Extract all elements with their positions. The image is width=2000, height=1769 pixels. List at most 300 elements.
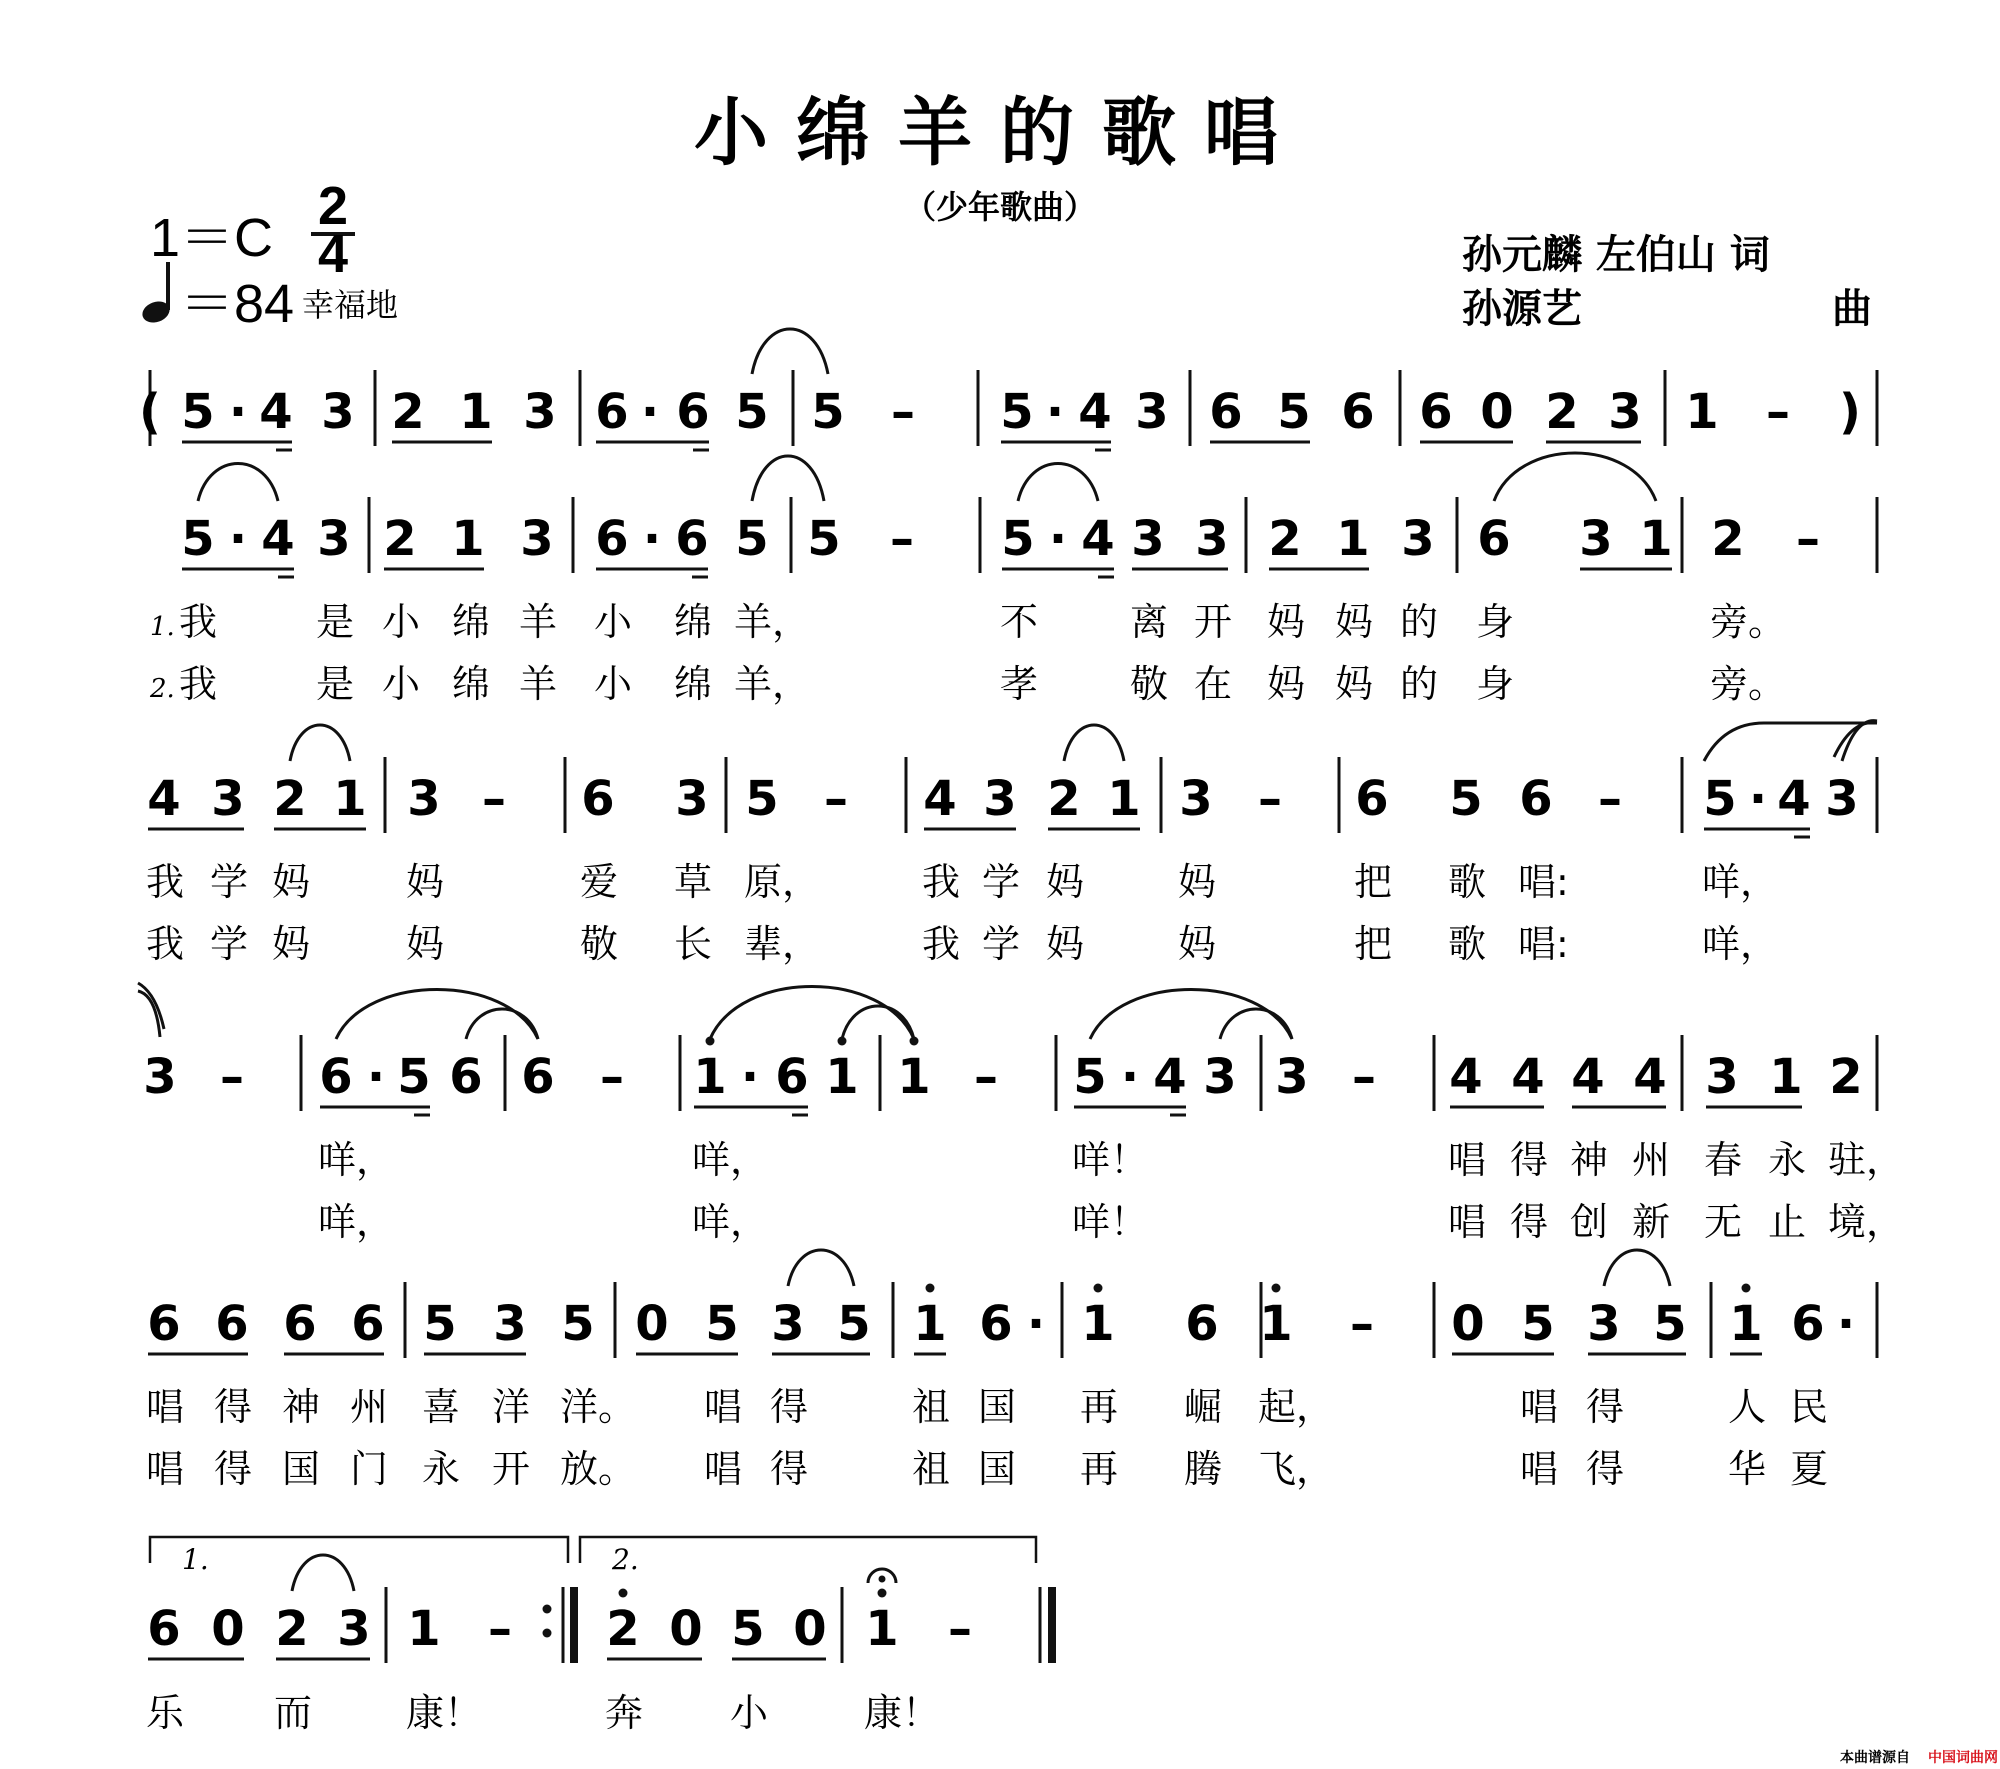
note: 3 <box>211 771 245 827</box>
lyric-syllable: 妈 <box>1267 662 1306 706</box>
lyric-syllable: 绵 <box>452 600 491 644</box>
volta-bracket <box>150 1537 568 1563</box>
lyric-syllable: 把 <box>1354 922 1393 966</box>
note: 5 <box>1001 511 1035 567</box>
note: 5 <box>561 1296 595 1352</box>
note: 2 <box>1268 511 1302 567</box>
slur <box>1064 725 1124 761</box>
verse-number: 1. <box>150 612 175 642</box>
lyric-syllable: 旁。 <box>1710 662 1787 706</box>
note: 5 <box>731 1601 765 1657</box>
note: 0 <box>1480 384 1514 440</box>
lyric-syllable: 是 <box>316 600 355 644</box>
note: 1 <box>1685 384 1719 440</box>
dotted-rhythm: · <box>740 1049 760 1105</box>
lyric-syllable: 小 <box>594 600 633 644</box>
note: 3 <box>1275 1049 1309 1105</box>
note: 3 <box>407 771 441 827</box>
lyric-syllable: 唱 <box>146 1385 185 1429</box>
lyric-syllable: 开 <box>492 1447 531 1491</box>
dotted-rhythm: · <box>1026 1296 1046 1352</box>
lyric-syllable: 妈 <box>406 860 445 904</box>
note: 0 <box>793 1601 827 1657</box>
note: 6 <box>581 771 615 827</box>
lyric-syllable: 人 <box>1728 1385 1767 1429</box>
lyric-syllable: 起， <box>1258 1385 1335 1429</box>
note: 2 <box>391 384 425 440</box>
note: 6 <box>1791 1296 1825 1352</box>
note-dash: – <box>482 771 506 827</box>
lyric-syllable: 唱 <box>1448 1200 1487 1244</box>
lyric-syllable: 在 <box>1194 662 1233 706</box>
note: 3 <box>1608 384 1642 440</box>
lyric-syllable: 喜 <box>422 1385 461 1429</box>
lyric-syllable: 创 <box>1570 1200 1609 1244</box>
lyric-syllable: 学 <box>210 860 249 904</box>
note: 1 <box>459 384 493 440</box>
composer-role: 曲 <box>1832 286 1872 332</box>
note: 5 <box>397 1049 431 1105</box>
lyric-syllable: 敬 <box>580 922 619 966</box>
lyric-syllable: 小 <box>382 600 421 644</box>
note: 6 <box>351 1296 385 1352</box>
note: 1 <box>1729 1296 1763 1352</box>
score-line-2 <box>149 453 1877 706</box>
note: 5 <box>181 384 215 440</box>
slur <box>752 456 824 501</box>
lyric-syllable: 妈 <box>1046 922 1085 966</box>
lyric-syllable: 唱 <box>1448 1138 1487 1182</box>
note: 6 <box>521 1049 555 1105</box>
lyric-syllable: 绵 <box>674 662 713 706</box>
note: 5 <box>811 384 845 440</box>
note: 1 <box>451 511 485 567</box>
dotted-rhythm: · <box>1836 1296 1856 1352</box>
lyric-syllable: 祖 <box>912 1385 951 1429</box>
note: 2 <box>383 511 417 567</box>
note: 2 <box>275 1601 309 1657</box>
note: 5 <box>735 384 769 440</box>
lyric-syllable: 崛 <box>1184 1385 1223 1429</box>
note: 6 <box>1341 384 1375 440</box>
note: 6 <box>215 1296 249 1352</box>
lyric-syllable: 民 <box>1790 1385 1829 1429</box>
octave-dot-high <box>1742 1284 1751 1293</box>
lyric-syllable: 学 <box>982 860 1021 904</box>
lyric-syllable: 飞， <box>1258 1447 1335 1491</box>
subtitle: （少年歌曲） <box>903 188 1097 226</box>
note: 4 <box>1511 1049 1545 1105</box>
dotted-rhythm: · <box>228 384 248 440</box>
note: 3 <box>1203 1049 1237 1105</box>
note: 1 <box>693 1049 727 1105</box>
dotted-rhythm: · <box>1048 511 1068 567</box>
tempo: ＝84 <box>180 274 295 334</box>
lyric-syllable: 歌 <box>1448 922 1487 966</box>
note: 2 <box>1545 384 1579 440</box>
lyric-syllable: 州 <box>350 1385 389 1429</box>
slur <box>1604 1250 1670 1286</box>
note: 3 <box>337 1601 371 1657</box>
lyric-syllable: 唱 <box>704 1447 743 1491</box>
note: 6 <box>1477 511 1511 567</box>
lyric-syllable: 咩， <box>1702 860 1779 904</box>
note: 1 <box>825 1049 859 1105</box>
note-dash: – <box>1350 1296 1374 1352</box>
note: 1 <box>1336 511 1370 567</box>
lyric-syllable: 妈 <box>1335 662 1374 706</box>
note: 3 <box>317 511 351 567</box>
lyric-syllable: 歌 <box>1448 860 1487 904</box>
lyric-syllable: 无 <box>1704 1200 1743 1244</box>
octave-dot-high <box>926 1284 935 1293</box>
time-signature-bottom: 4 <box>317 224 349 284</box>
note: 1 <box>1639 511 1673 567</box>
note: 3 <box>1195 511 1229 567</box>
note: 1 <box>1769 1049 1803 1105</box>
note: 6 <box>449 1049 483 1105</box>
score-line-4 <box>138 983 1904 1244</box>
tie-from-previous <box>138 983 164 1029</box>
lyric-syllable: 得 <box>1510 1200 1549 1244</box>
lyric-syllable: 放。 <box>560 1447 637 1491</box>
lyric-syllable: 境， <box>1828 1200 1905 1244</box>
note: 4 <box>1081 511 1115 567</box>
slur <box>292 1555 354 1591</box>
note: 5 <box>423 1296 457 1352</box>
note: 3 <box>321 384 355 440</box>
source-site: 中国词曲网 <box>1928 1750 1998 1766</box>
note: 2 <box>606 1601 640 1657</box>
note: 6 <box>1419 384 1453 440</box>
note: 3 <box>1401 511 1435 567</box>
note-dash: – <box>220 1049 244 1105</box>
lyric-syllable: 咩， <box>318 1200 395 1244</box>
note: 5 <box>837 1296 871 1352</box>
note: 0 <box>669 1601 703 1657</box>
dotted-rhythm: · <box>228 511 248 567</box>
note-dash: – <box>488 1601 512 1657</box>
header <box>139 90 1872 334</box>
note: 5 <box>181 511 215 567</box>
slur <box>336 990 538 1040</box>
note: 4 <box>923 771 957 827</box>
lyric-syllable: 奔 <box>605 1691 644 1735</box>
lyric-syllable: 唱: <box>1518 922 1569 966</box>
lyric-syllable: 妈 <box>1267 600 1306 644</box>
note: 4 <box>259 384 293 440</box>
note: 5 <box>735 511 769 567</box>
note: 5 <box>705 1296 739 1352</box>
page-title: 小绵羊的歌唱 <box>694 90 1306 176</box>
tie-continued <box>1834 723 1877 757</box>
note-dash: – <box>974 1049 998 1105</box>
lyric-syllable: 得 <box>214 1385 253 1429</box>
note: 6 <box>1185 1296 1219 1352</box>
lyric-syllable: 咩， <box>1702 922 1779 966</box>
note: 5 <box>1000 384 1034 440</box>
time-signature-top: 2 <box>317 176 349 236</box>
lyric-syllable: 我 <box>922 922 961 966</box>
lyric-syllable: 咩， <box>692 1200 769 1244</box>
lyricist-credit: 孙元麟 左伯山 词 <box>1462 232 1770 278</box>
lyric-syllable: 永 <box>1768 1138 1807 1182</box>
lyric-syllable: 得 <box>1586 1447 1625 1491</box>
lyric-syllable: 得 <box>770 1385 809 1429</box>
note: 2 <box>1047 771 1081 827</box>
note: 6 <box>1209 384 1243 440</box>
dotted-rhythm: · <box>366 1049 386 1105</box>
lyric-syllable: 国 <box>978 1385 1017 1429</box>
note: 0 <box>1451 1296 1485 1352</box>
lyric-syllable: 羊， <box>734 600 811 644</box>
note: ) <box>1839 384 1861 440</box>
lyric-syllable: 神 <box>282 1385 321 1429</box>
lyric-syllable: 我 <box>146 860 185 904</box>
note-dash: – <box>1766 384 1790 440</box>
lyric-syllable: 再 <box>1080 1447 1119 1491</box>
note: 5 <box>1703 771 1737 827</box>
score-line-5 <box>146 1250 1877 1491</box>
lyric-syllable: 春 <box>1704 1138 1743 1182</box>
note-dash: – <box>600 1049 624 1105</box>
lyric-syllable: 国 <box>978 1447 1017 1491</box>
note: 3 <box>1579 511 1613 567</box>
note: 3 <box>1179 771 1213 827</box>
lyric-syllable: 止 <box>1768 1200 1807 1244</box>
lyric-syllable: 华 <box>1728 1447 1767 1491</box>
lyric-syllable: 羊， <box>734 662 811 706</box>
octave-dot-high <box>619 1589 628 1598</box>
note: 1 <box>407 1601 441 1657</box>
note: 2 <box>273 771 307 827</box>
lyric-syllable: 羊 <box>519 600 558 644</box>
lyric-syllable: 夏 <box>1790 1447 1829 1491</box>
lyric-syllable: 身 <box>1476 600 1515 644</box>
score-line-6 <box>146 1537 1052 1735</box>
note: 4 <box>1449 1049 1483 1105</box>
lyric-syllable: 小 <box>594 662 633 706</box>
lyric-syllable: 辈， <box>744 922 821 966</box>
lyric-syllable: 我 <box>179 600 218 644</box>
note: 2 <box>1829 1049 1863 1105</box>
note: 5 <box>807 511 841 567</box>
lyric-syllable: 妈 <box>406 922 445 966</box>
note: 6 <box>595 511 629 567</box>
lyric-syllable: 的 <box>1400 600 1439 644</box>
fermata-dot <box>879 1576 886 1583</box>
note: 3 <box>1705 1049 1739 1105</box>
lyric-syllable: 唱 <box>146 1447 185 1491</box>
lyric-syllable: 是 <box>316 662 355 706</box>
slur <box>1494 453 1656 501</box>
slur <box>752 329 828 374</box>
note: 6 <box>979 1296 1013 1352</box>
note: 1 <box>1081 1296 1115 1352</box>
lyric-syllable: 得 <box>1586 1385 1625 1429</box>
octave-dot-high <box>1272 1284 1281 1293</box>
score-line-1 <box>139 329 1877 450</box>
octave-dot-high <box>878 1589 887 1598</box>
octave-dot-high <box>1094 1284 1103 1293</box>
verse-number: 2. <box>150 674 175 704</box>
note: 0 <box>211 1601 245 1657</box>
note: 6 <box>675 511 709 567</box>
lyric-syllable: 妈 <box>1046 860 1085 904</box>
lyric-syllable: 新 <box>1632 1200 1671 1244</box>
lyric-syllable: 长 <box>674 922 713 966</box>
lyric-syllable: 腾 <box>1184 1447 1223 1491</box>
note-dash: – <box>1258 771 1282 827</box>
note: 1 <box>913 1296 947 1352</box>
note: 3 <box>523 384 557 440</box>
lyric-syllable: 妈 <box>1178 922 1217 966</box>
lyric-syllable: 我 <box>146 922 185 966</box>
dotted-rhythm: · <box>1120 1049 1140 1105</box>
lyric-syllable: 康！ <box>406 1691 483 1735</box>
note-dash: – <box>890 511 914 567</box>
note: 5 <box>745 771 779 827</box>
lyric-syllable: 祖 <box>912 1447 951 1491</box>
lyric-syllable: 洋。 <box>560 1385 637 1429</box>
note: 3 <box>1131 511 1165 567</box>
note: 6 <box>147 1601 181 1657</box>
lyric-syllable: 学 <box>982 922 1021 966</box>
note: 5 <box>1653 1296 1687 1352</box>
note: 4 <box>1078 384 1112 440</box>
note: 1 <box>865 1601 899 1657</box>
lyric-syllable: 离 <box>1130 600 1169 644</box>
tie-from-previous <box>138 991 160 1037</box>
dotted-rhythm: · <box>640 384 660 440</box>
note: 6 <box>1355 771 1389 827</box>
note: 4 <box>1777 771 1811 827</box>
lyric-syllable: 洋 <box>492 1385 531 1429</box>
slur <box>710 987 914 1040</box>
lyric-syllable: 咩！ <box>1072 1200 1149 1244</box>
note: 1 <box>1259 1296 1293 1352</box>
lyric-syllable: 羊 <box>519 662 558 706</box>
lyric-syllable: 小 <box>382 662 421 706</box>
note: 3 <box>1587 1296 1621 1352</box>
slur <box>1018 464 1098 502</box>
lyric-syllable: 不 <box>1000 600 1039 644</box>
lyric-syllable: 国 <box>282 1447 321 1491</box>
expression-mark: 幸福地 <box>302 286 399 324</box>
lyric-syllable: 门 <box>350 1447 389 1491</box>
lyric-syllable: 永 <box>422 1447 461 1491</box>
note: 4 <box>147 771 181 827</box>
note: 3 <box>143 1049 177 1105</box>
score-systems <box>138 329 1904 1735</box>
note: 1 <box>897 1049 931 1105</box>
lyric-syllable: 原， <box>744 860 821 904</box>
lyric-syllable: 小 <box>730 1691 769 1735</box>
lyric-syllable: 妈 <box>272 860 311 904</box>
lyric-syllable: 我 <box>179 662 218 706</box>
lyric-syllable: 开 <box>1194 600 1233 644</box>
note: 4 <box>261 511 295 567</box>
note: 5 <box>1449 771 1483 827</box>
repeat-dot <box>543 1605 552 1614</box>
note: 3 <box>520 511 554 567</box>
lyric-syllable: 我 <box>922 860 961 904</box>
volta-number: 2. <box>612 1543 639 1576</box>
lyric-syllable: 孝 <box>1000 662 1039 706</box>
note: 6 <box>595 384 629 440</box>
slur <box>1090 990 1292 1040</box>
lyric-syllable: 把 <box>1354 860 1393 904</box>
lyric-syllable: 身 <box>1476 662 1515 706</box>
dotted-rhythm: · <box>642 511 662 567</box>
lyric-syllable: 而 <box>274 1691 313 1735</box>
note: 6 <box>1519 771 1553 827</box>
note-dash: – <box>1598 771 1622 827</box>
note: 2 <box>1711 511 1745 567</box>
note: 3 <box>1135 384 1169 440</box>
lyric-syllable: 唱: <box>1518 860 1569 904</box>
lyric-syllable: 得 <box>1510 1138 1549 1182</box>
lyric-syllable: 妈 <box>272 922 311 966</box>
lyric-syllable: 咩， <box>318 1138 395 1182</box>
lyric-syllable: 唱 <box>1520 1447 1559 1491</box>
lyric-syllable: 敬 <box>1130 662 1169 706</box>
note: 0 <box>635 1296 669 1352</box>
note: 5 <box>1521 1296 1555 1352</box>
lyric-syllable: 再 <box>1080 1385 1119 1429</box>
lyric-syllable: 绵 <box>452 662 491 706</box>
lyric-syllable: 乐 <box>146 1691 185 1735</box>
lyric-syllable: 咩！ <box>1072 1138 1149 1182</box>
repeat-dot <box>543 1629 552 1638</box>
lyric-syllable: 唱 <box>704 1385 743 1429</box>
note: 4 <box>1153 1049 1187 1105</box>
note: 1 <box>333 771 367 827</box>
lyric-syllable: 州 <box>1632 1138 1671 1182</box>
note: ( <box>139 384 161 440</box>
source-prefix: 本曲谱源自 <box>1840 1750 1910 1766</box>
lyric-syllable: 妈 <box>1178 860 1217 904</box>
note: 3 <box>983 771 1017 827</box>
note: 6 <box>283 1296 317 1352</box>
note: 4 <box>1633 1049 1667 1105</box>
note-dash: – <box>1796 511 1820 567</box>
note: 6 <box>147 1296 181 1352</box>
lyric-syllable: 咩， <box>692 1138 769 1182</box>
composer-credit: 孙源艺 <box>1462 286 1582 332</box>
note-dash: – <box>1352 1049 1376 1105</box>
note: 4 <box>1571 1049 1605 1105</box>
note: 3 <box>675 771 709 827</box>
note: 1 <box>1107 771 1141 827</box>
lyric-syllable: 康！ <box>864 1691 941 1735</box>
note: 5 <box>1277 384 1311 440</box>
lyric-syllable: 绵 <box>674 600 713 644</box>
lyric-syllable: 唱 <box>1520 1385 1559 1429</box>
note: 6 <box>319 1049 353 1105</box>
slur <box>290 725 350 761</box>
slur <box>198 464 278 502</box>
lyric-syllable: 得 <box>770 1447 809 1491</box>
slur <box>788 1250 854 1286</box>
note: 5 <box>1073 1049 1107 1105</box>
note: 6 <box>775 1049 809 1105</box>
volta-bracket <box>580 1537 1036 1563</box>
source-credit <box>1840 1749 1998 1766</box>
note-dash: – <box>948 1601 972 1657</box>
lyric-syllable: 旁。 <box>1710 600 1787 644</box>
note: 3 <box>1825 771 1859 827</box>
